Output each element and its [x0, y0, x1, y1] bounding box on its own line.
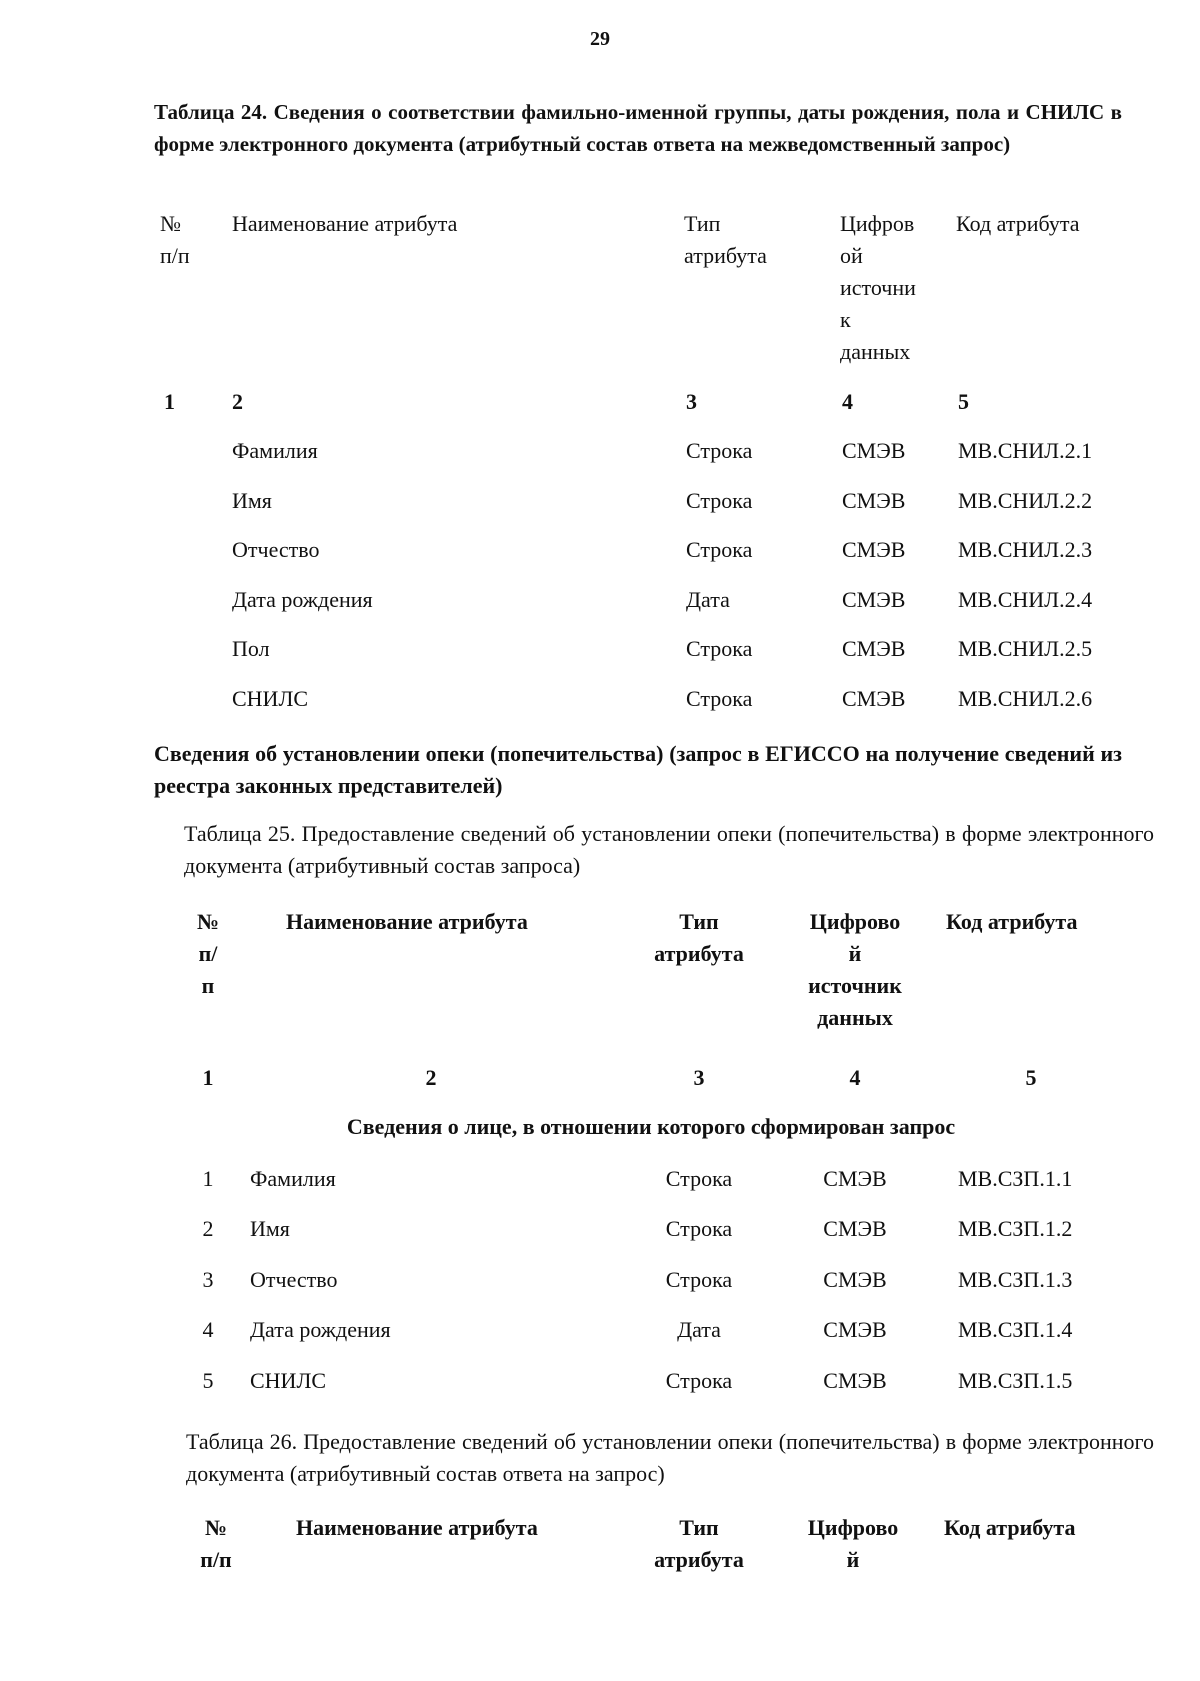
attr-name: Дата рождения [232, 587, 373, 612]
attr-source: СМЭВ [842, 438, 906, 463]
table25-group-title: Сведения о лице, в отношении которого сформирован запрос [346, 1114, 956, 1139]
header-line: Код атрибута [944, 1515, 1076, 1540]
header-line: п/п [200, 1547, 232, 1572]
header-line: к [840, 307, 851, 332]
table25-index-cell: 3 [693, 1065, 705, 1090]
header-line: источник [808, 973, 902, 998]
attr-type: Строка [686, 636, 753, 661]
page-number: 29 [590, 28, 610, 50]
attr-type: Строка [686, 537, 753, 562]
header-line: Наименование атрибута [296, 1515, 538, 1540]
attr-name: Фамилия [232, 438, 318, 463]
attr-code: МВ.СНИЛ.2.5 [958, 636, 1093, 661]
table24-index-cell: 4 [842, 389, 853, 414]
attr-code: МВ.СЗП.1.2 [958, 1216, 1073, 1241]
header-line: Тип [679, 1515, 719, 1540]
attr-name: Имя [232, 488, 272, 513]
table26-header-source [788, 1512, 918, 1576]
table25-index-cell: 1 [202, 1065, 214, 1090]
header-line: Цифрово [809, 909, 901, 934]
attr-type: Строка [665, 1216, 733, 1241]
attr-name: СНИЛС [250, 1368, 327, 1393]
attr-type: Строка [686, 686, 753, 711]
attr-source: СМЭВ [823, 1166, 887, 1191]
attr-type: Строка [686, 488, 753, 513]
table25-header-code [946, 906, 1126, 938]
attr-type: Строка [686, 438, 753, 463]
table24-header-type [684, 208, 794, 272]
attr-code: МВ.СЗП.1.3 [958, 1267, 1073, 1292]
table24-header-name [232, 208, 652, 240]
table25-header-num [186, 906, 230, 1002]
attr-name: Фамилия [250, 1166, 336, 1191]
attr-code: МВ.СНИЛ.2.6 [958, 686, 1093, 711]
attr-type: Строка [665, 1166, 733, 1191]
table25-index-cell: 4 [849, 1065, 861, 1090]
attr-code: МВ.СЗП.1.1 [958, 1166, 1073, 1191]
attr-source: СМЭВ [823, 1216, 887, 1241]
table24-caption: Таблица 24. Сведения о соответствии фамильно-именной группы, даты рождения, пола и СНИЛС в форме электронного документа (атрибутный состав ответа на межведомственный запрос) [154, 100, 1122, 156]
table25-index-cell: 5 [1025, 1065, 1037, 1090]
attr-source: СМЭВ [842, 636, 906, 661]
attr-type: Дата [686, 587, 730, 612]
header-line: атрибута [654, 1547, 744, 1572]
section-heading: Сведения об установлении опеки (попечительства) (запрос в ЕГИССО на получение сведений из реестра законных представителей) [154, 741, 1122, 798]
header-line: данных [840, 339, 911, 364]
header-line: № [204, 1515, 228, 1540]
attr-code: МВ.СЗП.1.4 [958, 1317, 1073, 1342]
table24-header-code [956, 208, 1126, 240]
attr-code: МВ.СНИЛ.2.1 [958, 438, 1093, 463]
header-line: № [160, 211, 181, 236]
row-number: 4 [202, 1317, 214, 1342]
header-line: № [196, 909, 220, 934]
header-line: Наименование атрибута [286, 909, 528, 934]
header-line: п/ [198, 941, 218, 966]
header-line: Цифров [840, 211, 915, 236]
attr-name: СНИЛС [232, 686, 309, 711]
header-line: Наименование атрибута [232, 211, 458, 236]
header-line: й [848, 941, 862, 966]
attr-name: Отчество [232, 537, 320, 562]
table26-header-name [296, 1512, 616, 1544]
header-line: Тип [684, 211, 721, 236]
table26-caption: Таблица 26. Предоставление сведений об установлении опеки (попечительства) в форме электронного документа (атрибутивный состав ответа на запрос) [186, 1429, 1154, 1486]
table24-index-cell: 5 [958, 389, 969, 414]
table24-index-cell: 1 [164, 389, 175, 414]
attr-name: Пол [232, 636, 270, 661]
attr-source: СМЭВ [842, 537, 906, 562]
attr-name: Имя [250, 1216, 290, 1241]
header-line: п/п [160, 243, 190, 268]
attr-name: Дата рождения [250, 1317, 391, 1342]
header-line: Цифрово [807, 1515, 899, 1540]
table26-header-code [944, 1512, 1124, 1544]
attr-source: СМЭВ [823, 1267, 887, 1292]
table25-index-cell: 2 [425, 1065, 437, 1090]
attr-type: Строка [665, 1267, 733, 1292]
attr-type: Строка [665, 1368, 733, 1393]
header-line: й [846, 1547, 860, 1572]
row-number: 1 [202, 1166, 214, 1191]
header-line: Тип [679, 909, 719, 934]
header-line: источни [840, 275, 916, 300]
table24-header-num [160, 208, 220, 272]
table24-index-cell: 2 [232, 389, 243, 414]
header-line: данных [817, 1005, 893, 1030]
attr-code: МВ.СЗП.1.5 [958, 1368, 1073, 1393]
table25-header-type [636, 906, 762, 970]
attr-source: СМЭВ [842, 587, 906, 612]
table25-header-name [286, 906, 606, 938]
attr-source: СМЭВ [842, 686, 906, 711]
attr-code: МВ.СНИЛ.2.2 [958, 488, 1093, 513]
table24-index-cell: 3 [686, 389, 697, 414]
attr-code: МВ.СНИЛ.2.4 [958, 587, 1093, 612]
table24-header-source [840, 208, 950, 368]
attr-source: СМЭВ [842, 488, 906, 513]
row-number: 3 [202, 1267, 214, 1292]
attr-source: СМЭВ [823, 1368, 887, 1393]
attr-type: Дата [677, 1317, 721, 1342]
table25-caption: Таблица 25. Предоставление сведений об установлении опеки (попечительства) в форме электронного документа (атрибутивный состав запроса) [184, 821, 1154, 878]
header-line: Код атрибута [956, 211, 1080, 236]
header-line: Код атрибута [946, 909, 1078, 934]
row-number: 5 [202, 1368, 214, 1393]
header-line: атрибута [654, 941, 744, 966]
attr-source: СМЭВ [823, 1317, 887, 1342]
table25-header-source [790, 906, 920, 1034]
table26-header-type [636, 1512, 762, 1576]
row-number: 2 [202, 1216, 214, 1241]
header-line: атрибута [684, 243, 767, 268]
table26-header-num [186, 1512, 246, 1576]
header-line: п [201, 973, 215, 998]
attr-name: Отчество [250, 1267, 338, 1292]
header-line: ой [840, 243, 863, 268]
attr-code: МВ.СНИЛ.2.3 [958, 537, 1093, 562]
